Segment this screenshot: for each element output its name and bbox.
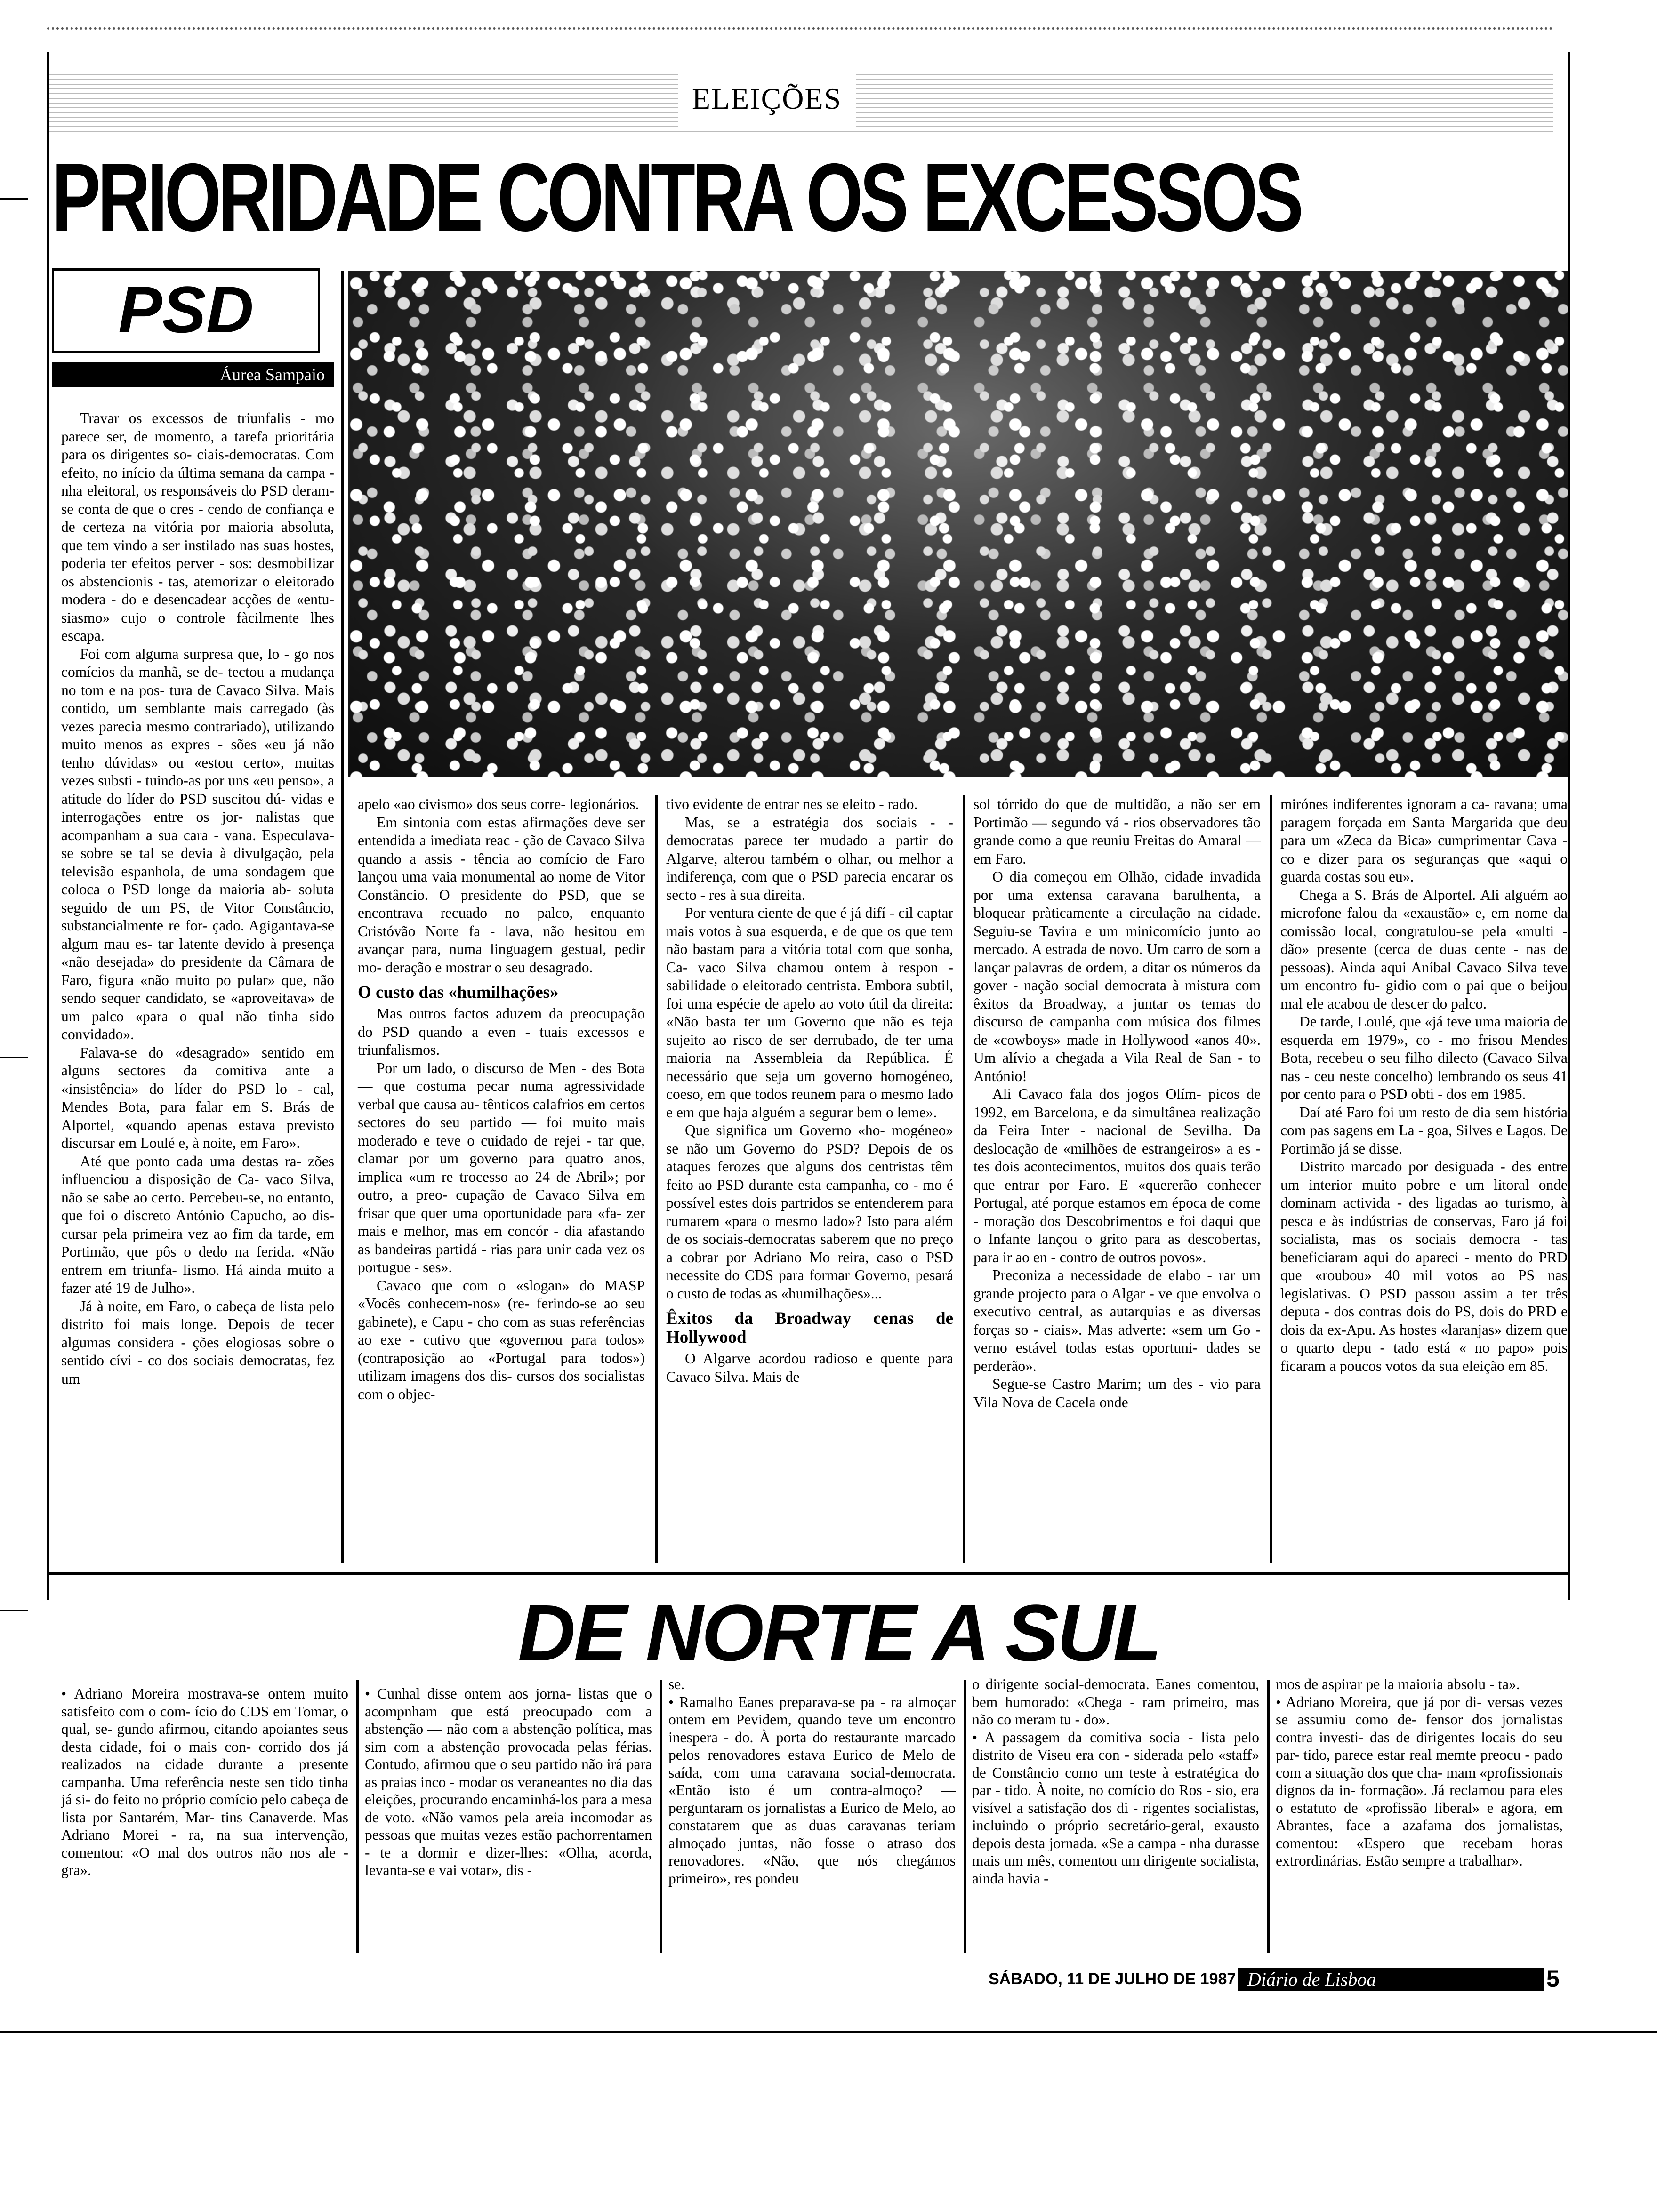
- paragraph: Que significa um Governo «ho- mogéneo» se não um Governo do PSD? Depois de os ataques ferozes que alguns dos centristas têm feito ao PSD durante esta campanha, co - mo é possível estes dois partridos se entenderem para rumarem «para o mesmo lado»? Isto para além de os sociais-democratas saberem que no preço a cobrar por Adriano Mo reira, caso o PSD necessite do CDS para formar Governo, pesará o custo de todas as «humilhações»...: [666, 1122, 953, 1302]
- brief: • Ramalho Eanes preparava-se pa - ra almoçar ontem em Pevidem, quando teve um encontro inespera - do. À porta do restaurante marcado pelos renovadores estava Eurico de Melo de saída, com uma caravana social-democrata. «Então isto é um contra-almoço? — perguntaram os jornalistas a Eurico de Melo, ao constatarem que as duas caravanas teriam almoçado juntas, não fosse o atraso dos renovadores. «Não, que nós chegámos primeiro», res pondeu: [668, 1693, 956, 1887]
- brief: • Adriano Moreira mostrava-se ontem muito satisfeito com o com- ício do CDS em Tomar, o qual, se- gundo afirmou, citando apoiantes seus desta cidade, foi o mais con- corrido dos já realizados na cidade durante a presente campanha. Uma referência neste sen tido tinha já si- do feito no próprio comício pelo cabeça de lista por Santarém, Mar- tins Canaverde. Mas Adriano Morei - ra, na sua intervenção, comentou: «O mal dos outros não nos ale - gra».: [61, 1685, 348, 1878]
- paragraph: Segue-se Castro Marim; um des - vio para Vila Nova de Cacela onde: [973, 1376, 1261, 1411]
- paragraph: Preconiza a necessidade de elabo - rar um grande projecto para o Algar - ve que envolva o executivo central, as autarquias e as diversas forças so - ciais». Mas adverte: «sem um Go - verno estável todas estas oportuni- dades se perderão».: [973, 1267, 1261, 1374]
- brief-col-2: [365, 1685, 652, 1879]
- section-kicker: ELEIÇÕES: [678, 71, 856, 127]
- paragraph: Daí até Faro foi um resto de dia sem história com pas sagens em La - goa, Silves e Lagos. De Portimão já se disse.: [1280, 1104, 1568, 1157]
- column-rule: [1270, 795, 1272, 1563]
- paragraph: Ali Cavaco fala dos jogos Olím- picos de 1992, em Barcelona, e da simultânea realização da Feira Inter - nacional de Sevilha. Da deslocação de «milhões de estrangeiros» a es - tes dois acontecimentos, muitos dos quais terão que entrar por Faro. E «quererão conhecer Portugal, até porque estamos em época de come - moração dos Descobrimentos e foi daqui que o Infante lançou o grito para as descobertas, para ir ao en - contro de outros povos».: [973, 1086, 1261, 1266]
- margin-mark: [0, 1057, 28, 1058]
- bottom-rule: [0, 2031, 1657, 2033]
- subheadline: DE NORTE A SUL: [518, 1588, 1160, 1678]
- article-col-2: [358, 795, 645, 1403]
- headline: PRIORIDADE CONTRA OS EXCESSOS: [52, 144, 1301, 251]
- paragraph: Já à noite, em Faro, o cabeça de lista pelo distrito foi mais longe. Depois de tecer algumas considera - ções elogiosas sobre o sentido cívi - co dos sociais democratas, fez um: [61, 1298, 334, 1387]
- paragraph: sol tórrido do que de multidão, a não ser em Portimão — segundo vá - rios observadores tão grande como a que reuniu Freitas do Amaral — em Faro.: [973, 796, 1261, 867]
- paragraph: Por um lado, o discurso de Men - des Bota — que costuma pecar numa agressividade verbal que causa au- tênticos calafrios em certos sectores do seu partido — foi muito mais moderado e teve o cuidado de rejei - tar que, clamar por um governo para quatro anos, implica «um re trocesso ao 24 de Abril»; por outro, a preo- cupação de Cavaco Silva em frisar que quer uma oportunidade para «fa- zer mais e melhor, mas em concór - dia afastando as bandeiras partidá - rias para unir cada vez os portugue - ses».: [358, 1059, 645, 1275]
- paragraph: Travar os excessos de triunfalis - mo parece ser, de momento, a tarefa prioritária para os dirigentes so- ciais-democratas. Com efeito, no início da última semana da campa - nha eleitoral, os responsáveis do PSD deram-se conta de que o cres - cendo de confiança e de certeza na vitória por maioria absoluta, que tem vindo a ser instilado nas suas hostes, poderia ter efeitos perver - sos: desmobilizar os abstencionis - tas, atemorizar o eleitorado modera - do e desencadear acções de «entu- siasmo» cujo o controle fàcilmente lhes escapa.: [61, 410, 334, 644]
- article-col-1: [61, 409, 334, 1388]
- column-rule: [963, 795, 965, 1563]
- party-box: [52, 268, 320, 353]
- frame-rule-right: [1568, 52, 1570, 1600]
- crowd-photo: [348, 271, 1570, 777]
- paragraph: tivo evidente de entrar nes se eleito - rado.: [666, 796, 918, 812]
- paragraph: De tarde, Loulé, que «já teve uma maioria de esquerda em 1979», co - mo frisou Mendes Bota, recebeu o seu filho dilecto (Cavaco Silva nas - ceu neste concelho) lembrando os seus 41 por cento para o PSD obti - dos em 1985.: [1280, 1013, 1568, 1102]
- section-divider: [47, 1572, 1570, 1575]
- footer-masthead-bar: [1238, 1968, 1544, 1991]
- subhead: O custo das «humilhações»: [358, 983, 559, 1002]
- paragraph: Mas, se a estratégia dos sociais - -democratas parece ter mudado a partir do Algarve, alterou também o olhar, ou melhor a indiferença, com que o PSD parecia encarar os secto - res à sua direita.: [666, 814, 953, 903]
- article-col-5: [1280, 795, 1568, 1375]
- brief-col-1: [61, 1685, 348, 1879]
- brief-col-4: [972, 1675, 1259, 1887]
- brief-col-3: [668, 1675, 956, 1887]
- column-rule: [660, 1680, 662, 1953]
- column-rule: [1267, 1680, 1270, 1953]
- brief: • A passagem da comitiva socia - lista pelo distrito de Viseu era con - siderada pelo «staff» de Constâncio como um teste à estratégica do par - tido. À noite, no comício do Ros - sio, era visível a satisfação dos di - rigentes socialistas, incluindo o próprio secretário-geral, exausto depois desta jornada. «Se a campa - nha durasse mais um mês, comentou um dirigente socialista, ainda havia -: [972, 1729, 1259, 1887]
- column-rule: [655, 795, 658, 1563]
- column-rule: [341, 271, 344, 1563]
- brief: • Cunhal disse ontem aos jorna- listas que o acompnham que está preocupado com a abstenção — não com a abstenção política, mas sim com a abstenção provocada pelas férias. Contudo, afirmou que o seu partido não irá para as praias inco - modar os veraneantes no dia das eleições, procurando encaminhá-los para a mesa de voto. «Não vamos pela areia incomodar as pessoas que muitas vezes estão pachorrentamen - te a dormir e dizer-lhes: «Olha, acorda, levanta-se e vai votar», dis -: [365, 1685, 652, 1878]
- paragraph: Cavaco que com o «slogan» do MASP «Vocês conhecem-nos» (re- ferindo-se ao seu gabinete), e Capu - cho com as suas referências ao exe - cutivo que «governou para todos» (contraposição ao «Portugal para todos») utilizam imagens dos dis- cursos dos socialistas com o objec-: [358, 1277, 645, 1403]
- frame-rule-left: [47, 52, 49, 1600]
- paragraph: Em sintonia com estas afirmações deve ser entendida a imediata reac - ção de Cavaco Silva quando a assis - tência ao comício de Faro lançou uma vaia monumental ao nome de Vitor Constâncio. O presidente do PSD, que se encontrava recuado no palco, enquanto Cristóvão Norte fa - lava, não hesitou em avançar para, numa linguagem gestual, pedir mo- deração e mostrar o seu desagrado.: [358, 814, 645, 976]
- brief: se.: [668, 1676, 685, 1692]
- paragraph: Por ventura ciente de que é já difí - cil captar mais votos à sua esquerda, e de que os que tem não bastam para a vitória total com que sonha, Ca- vaco Silva chamou ontem à respon - sabilidade o eleitorado centrista. Embora subtil, foi uma espécie de apelo ao voto útil da direita: «Não basta ter um Governo que não es teja sujeito ao risco de ser derrubado, de ter uma maioria na Assembleia da República. É necessário que seja um governo homogéneo, coeso, em que todos reunem para o mesmo lado e em que haja alguém a segurar bem o leme».: [666, 905, 953, 1121]
- paragraph: Chega a S. Brás de Alportel. Ali alguém ao microfone falou da «exaustão» e, em nome da comissão local, congratulou-se pela «multi - dão» presente (cerca de duas cente - nas de pessoas). Ainda aqui Aníbal Cavaco Silva teve um encontro fu- gidio com o pai que o beijou mal ele acabou de descer do palco.: [1280, 886, 1568, 1012]
- party-box-label: PSD: [118, 272, 254, 346]
- brief-col-5: [1276, 1675, 1563, 1870]
- page-number: 5: [1546, 1965, 1560, 1992]
- top-dotted-rule: [47, 27, 1553, 30]
- column-rule: [356, 1680, 359, 1953]
- column-rule: [964, 1680, 966, 1953]
- paragraph: mirónes indiferentes ignoram a ca- ravana; uma paragem forçada em Santa Margarida que deu para um «Zeca da Bica» cumprimentar Cava - co e dizer para os seguranças que «aqui o guarda costas sou eu».: [1280, 796, 1568, 885]
- footer-date: SÁBADO, 11 DE JULHO DE 1987: [989, 1970, 1236, 1988]
- brief: o dirigente social-democrata. Eanes comentou, bem humorado: «Chega - ram primeiro, mas não co meram tu - do».: [972, 1676, 1259, 1728]
- margin-mark: [0, 198, 28, 200]
- paragraph: Distrito marcado por desiguada - des entre um interior muito pobre e um litoral onde dominam activida - des ligadas ao turismo, à pesca e às indústrias de conservas, Faro já foi socialista, mas os sociais democra - tas beneficiaram aqui do apareci - mento do PRD que «roubou» 40 mil votos ao PS nas legislativas. O PSD passou assim a ter três deputa - dos contras dois do PS, dois do PRD e dois da ex-Apu. As hostes «laranjas» dizem que o quarto depu - tado está « no papo» pois ficaram a poucos votos da sua eleição em 85.: [1280, 1158, 1568, 1374]
- paragraph: O Algarve acordou radioso e quente para Cavaco Silva. Mais de: [666, 1350, 953, 1385]
- footer-masthead: Diário de Lisboa: [1247, 1969, 1376, 1990]
- margin-mark: [0, 1610, 28, 1611]
- subhead: Êxitos da Broadway cenas de Hollywood: [666, 1309, 953, 1347]
- article-col-4: [973, 795, 1261, 1411]
- brief: • Adriano Moreira, que já por di- versas vezes se assumiu como de- fensor dos jornalistas contra investi- das de dirigentes locais do seu par- tido, parece estar real memte preocu - pado com a situação dos que cha- mam «profissionais dignos da in- formação». Já reclamou para eles o estatuto de «profissão liberal» e agora, em Abrantes, face a azafama dos jornalistas, comentou: «Espero que recebam horas extrordinárias. Estão sempre a trabalhar».: [1276, 1693, 1563, 1869]
- article-col-3: [666, 795, 953, 1386]
- paragraph: Falava-se do «desagrado» sentido em alguns sectores da comitiva ante a «insistência» do líder do PSD lo - cal, Mendes Bota, para falar em S. Brás de Alportel, «quando apenas estava previsto discursar em Loulé e, à noite, em Faro».: [61, 1044, 334, 1151]
- byline: Áurea Sampaio: [220, 365, 325, 384]
- paragraph: Foi com alguma surpresa que, lo - go nos comícios da manhã, se de- tectou a mudança no tom e na pos- tura de Cavaco Silva. Mais contido, um semblante mais carregado (às vezes parecia mesmo contrariado), utilizando muito menos as expres - sões «eu já não tenho dúvidas» ou «estou certo», muitas vezes substi - tuindo-as por uns «eu penso», a atitude do líder do PSD suscitou dú- vidas e interrogações entre os jor- nalistas que acompanham a sua cara - vana. Especulava-se sobre se tal se devia à divulgação, pela televisão espanhola, de uma sondagem que coloca o PSD longe da maioria ab- soluta seguido de um PS, de Vitor Constâncio, substancialmente re for- çado. Agigantava-se algum mau es- tar latente devido à presença «não desejada» do presidente da Câmara de Faro, figura «não muito po pular» que, não sendo sequer candidato, se «aproveitava» de um palco «para o qual não tinha sido convidado».: [61, 645, 334, 1042]
- paragraph: Até que ponto cada uma destas ra- zões influenciou a disposição de Ca- vaco Silva, não se sabe ao certo. Percebeu-se, no entanto, que foi o discreto António Capucho, ao dis- cursar pela primeira vez ao fim da tarde, em Portimão, que pôs o dedo na ferida. «Não entrem em triunfa- lismo. Há ainda muito a fazer até 19 de Julho».: [61, 1153, 334, 1296]
- paragraph: Mas outros factos aduzem da preocupação do PSD quando a even - tuais excessos e triunfalismos.: [358, 1005, 645, 1058]
- byline-bar: [52, 362, 334, 387]
- paragraph: apelo «ao civismo» dos seus corre- legionários.: [358, 796, 639, 812]
- brief: mos de aspirar pe la maioria absolu - ta».: [1276, 1676, 1520, 1692]
- paragraph: O dia começou em Olhão, cidade invadida por uma extensa caravana barulhenta, a bloquear pràticamente a circulação na cidade. Seguiu-se Tavira e um minicomício junto ao mercado. A estrada de novo. Um carro de som a lançar palavras de ordem, a ditar os números da gover - nação social democrata à mistura com êxitos da Broadway, a juntar os temas do discurso de campanha com música dos filmes de «cowboys» made in Hollywood «anos 40». Um alívio a chegada a Vila Real de San - to António!: [973, 868, 1261, 1084]
